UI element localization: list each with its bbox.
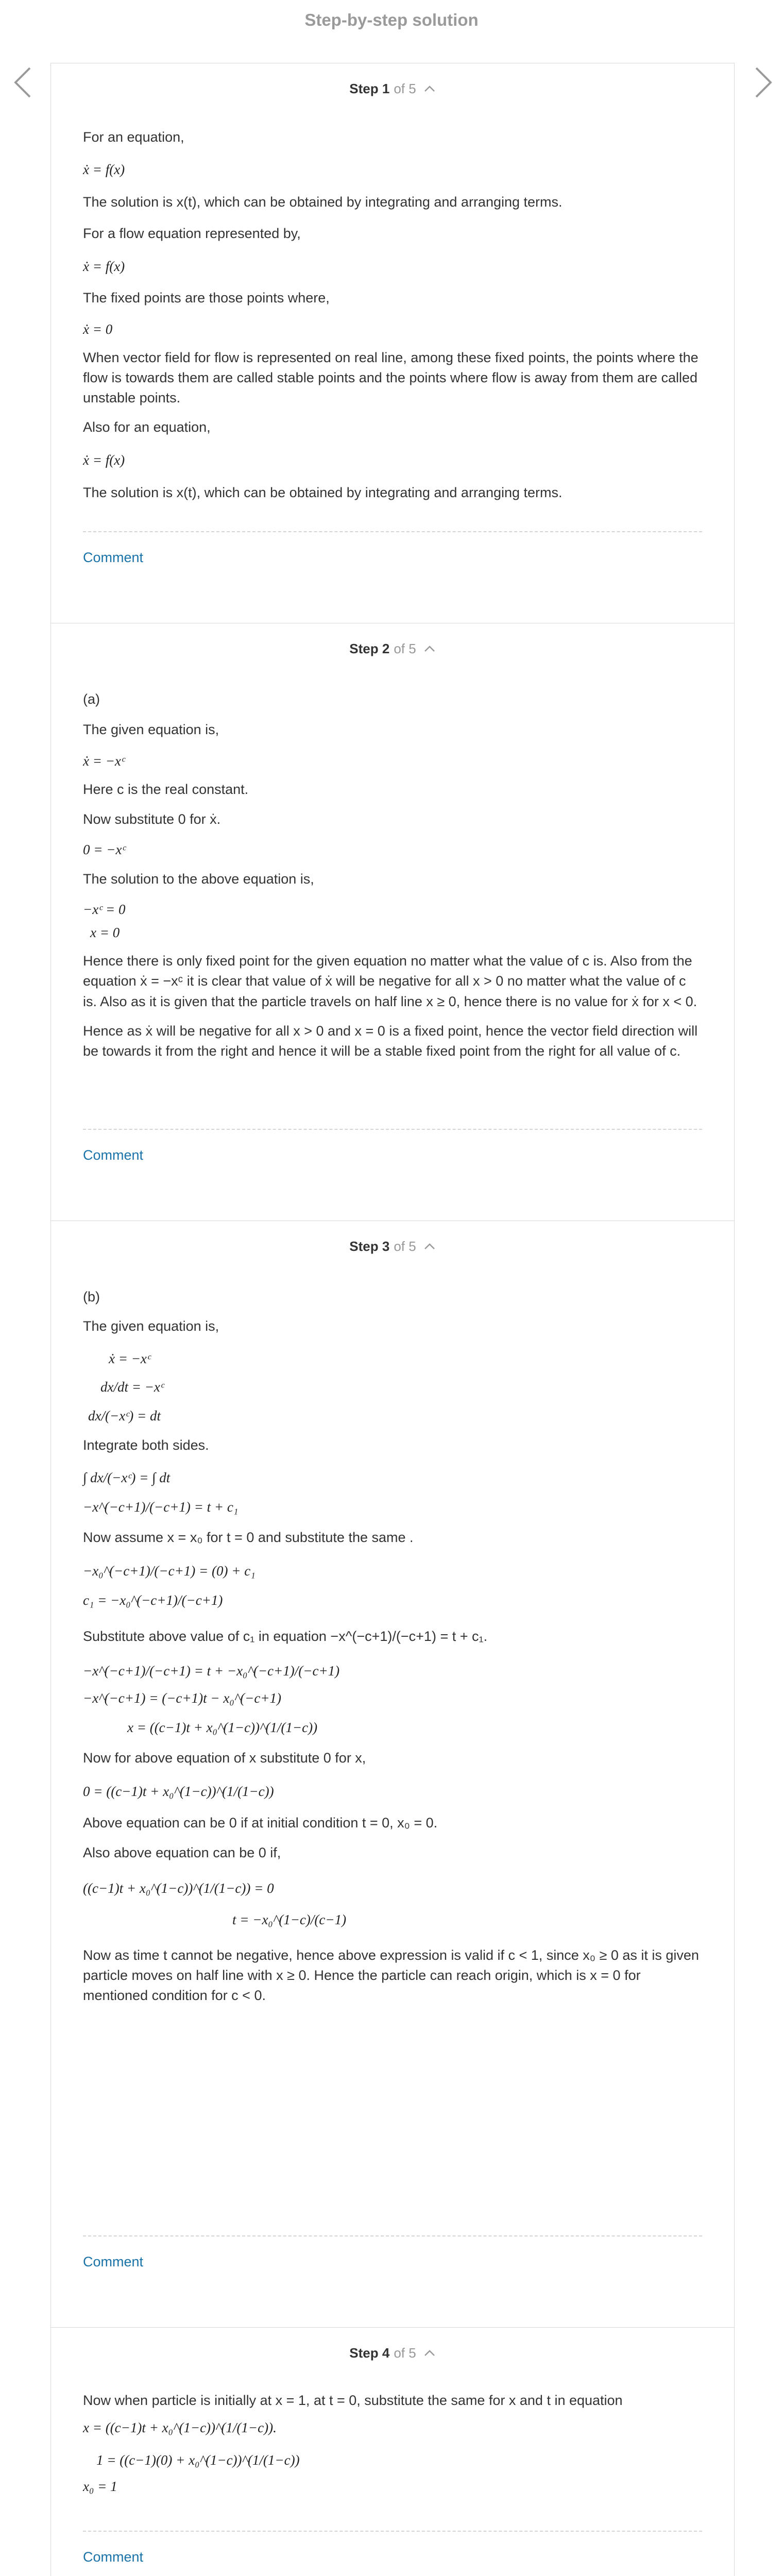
step-count: of 5 (394, 640, 416, 656)
equation: 0 = ((c−1)t + x₀^(1−c))^(1/(1−c)) (83, 1784, 274, 1800)
text-line: Substitute above value of c₁ in equation −x^(−c+1)/(−c+1) = t + c₁. (83, 1628, 488, 1644)
step-4-toggle[interactable] (83, 2328, 702, 2378)
equation: x = ((c−1)t + x₀^(1−c))^(1/(1−c)). (83, 2420, 277, 2436)
equation: ẋ = 0 (83, 321, 113, 337)
step-label: Step 4 (349, 2345, 390, 2361)
equation: −x^(−c+1)/(−c+1) = t + c₁ (83, 1499, 239, 1515)
text-line: The given equation is, (83, 722, 219, 738)
equation: ẋ = f(x) (83, 452, 125, 468)
text-line: Also above equation can be 0 if, (83, 1844, 281, 1860)
step-body (83, 127, 702, 503)
equation: −x₀^(−c+1)/(−c+1) = (0) + c₁ (83, 1563, 256, 1579)
equation: ẋ = f(x) (83, 258, 125, 274)
divider (83, 531, 702, 532)
steps-column (50, 63, 735, 2576)
text-line: Now as time t cannot be negative, hence above expression is valid if c < 1, since x₀ ≥ 0 as it is given particle moves on half line with x ≥ 0. Hence the particle can reach origin, which is x = 0 for mentioned condition for c < 0. (83, 1947, 699, 2004)
step-card-3 (50, 1221, 735, 2328)
step-count: of 5 (394, 80, 416, 96)
text-line: Here c is the real constant. (83, 782, 249, 798)
equation: −xᶜ = 0 (83, 901, 126, 917)
chevron-right-icon (753, 66, 774, 99)
text-line: The solution to the above equation is, (83, 871, 314, 887)
divider (83, 2235, 702, 2236)
step-card-2 (50, 623, 735, 1221)
text-line: Also for an equation, (83, 419, 211, 435)
equation: dx/(−xᶜ) = dt (88, 1408, 161, 1423)
page-title: Step-by-step solution (304, 10, 479, 29)
text-line: For an equation, (83, 129, 184, 145)
equation: 1 = ((c−1)(0) + x₀^(1−c))^(1/(1−c)) (96, 2452, 300, 2468)
prev-button[interactable] (7, 62, 38, 103)
comment-link[interactable]: Comment (83, 550, 144, 565)
comment-area (83, 2531, 702, 2576)
equation: ẋ = −xᶜ (83, 753, 125, 769)
text-line: Now for above equation of x substitute 0 for x, (83, 1750, 366, 1766)
text-line: Above equation can be 0 if at initial condition t = 0, x₀ = 0. (83, 1815, 438, 1831)
equation: x = 0 (90, 925, 120, 941)
text-line: Now substitute 0 for ẋ. (83, 811, 221, 827)
comment-link[interactable]: Comment (83, 1147, 144, 1163)
step-body (83, 2391, 702, 2497)
equation: −x^(−c+1) = (−c+1)t − x₀^(−c+1) (83, 1690, 282, 1706)
step-label: Step 3 (349, 1238, 390, 1254)
text-line: The fixed points are those points where, (83, 290, 330, 306)
equation: c₁ = −x₀^(−c+1)/(−c+1) (83, 1592, 223, 1608)
divider (83, 2531, 702, 2532)
equation: dx/dt = −xᶜ (100, 1379, 164, 1395)
step-card-4 (50, 2328, 735, 2576)
text-line: (b) (83, 1289, 100, 1304)
next-button[interactable] (748, 62, 779, 103)
text-line: Hence as ẋ will be negative for all x > 0 and x = 0 is a fixed point, hence the vector field direction will be towards it from the right and hence it will be a stable fixed point from the right for all value of c. (83, 1023, 698, 1059)
step-body (83, 1287, 702, 2006)
comment-link[interactable]: Comment (83, 2549, 144, 2565)
text-line: (a) (83, 691, 100, 707)
text-line: For a flow equation represented by, (83, 226, 301, 242)
text-line: The solution is x(t), which can be obtained by integrating and arranging terms. (83, 194, 563, 210)
step-card-1 (50, 63, 735, 623)
text-line: Hence there is only fixed point for the given equation no matter what the value of c is. Also from the equation ẋ = −xᶜ it is clear that value of ẋ will be negative for all x > 0 no matter what the value of c is. Also as it is given that the particle travels on half line x ≥ 0, hence there is no value for ẋ for x < 0. (83, 953, 697, 1009)
step-label: Step 2 (349, 640, 390, 656)
chevron-up-icon (423, 645, 436, 653)
equation: ẋ = −xᶜ (109, 1351, 150, 1367)
step-body (83, 689, 702, 1061)
text-line: The given equation is, (83, 1318, 219, 1334)
step-label: Step 1 (349, 80, 390, 96)
divider (83, 1129, 702, 1130)
step-2-toggle[interactable] (83, 623, 702, 674)
equation: 0 = −xᶜ (83, 841, 126, 857)
step-3-toggle[interactable] (83, 1221, 702, 1272)
equation: ẋ = f(x) (83, 162, 125, 178)
chevron-left-icon (12, 66, 33, 99)
equation: ((c−1)t + x₀^(1−c))^(1/(1−c)) = 0 (83, 1880, 274, 1896)
step-count: of 5 (394, 1238, 416, 1254)
equation: x₀ = 1 (83, 2479, 117, 2495)
equation: t = −x₀^(1−c)/(c−1) (232, 1911, 347, 1927)
comment-area (83, 531, 702, 623)
equation: x = ((c−1)t + x₀^(1−c))^(1/(1−c)) (127, 1719, 318, 1735)
comment-link[interactable]: Comment (83, 2254, 144, 2269)
chevron-up-icon (423, 84, 436, 93)
text-line: The solution is x(t), which can be obtained by integrating and arranging terms. (83, 484, 563, 500)
equation: ∫ dx/(−xᶜ) = ∫ dt (83, 1469, 171, 1485)
text-line: Now assume x = x₀ for t = 0 and substitute the same . (83, 1530, 414, 1546)
text-line: When vector field for flow is represented on real line, among these fixed points, the points where the flow is towards them are called stable points and the points where flow is away from them are called unstable points. (83, 349, 699, 406)
step-count: of 5 (394, 2345, 416, 2361)
step-1-toggle[interactable] (83, 63, 702, 114)
text-line: Integrate both sides. (83, 1437, 209, 1453)
chevron-up-icon (423, 1242, 436, 1250)
comment-area (83, 2235, 702, 2327)
equation: −x^(−c+1)/(−c+1) = t + −x₀^(−c+1)/(−c+1) (83, 1663, 340, 1679)
comment-area (83, 1129, 702, 1221)
text-line: Now when particle is initially at x = 1, at t = 0, substitute the same for x and t in equation (83, 2393, 623, 2408)
chevron-up-icon (423, 2349, 436, 2357)
